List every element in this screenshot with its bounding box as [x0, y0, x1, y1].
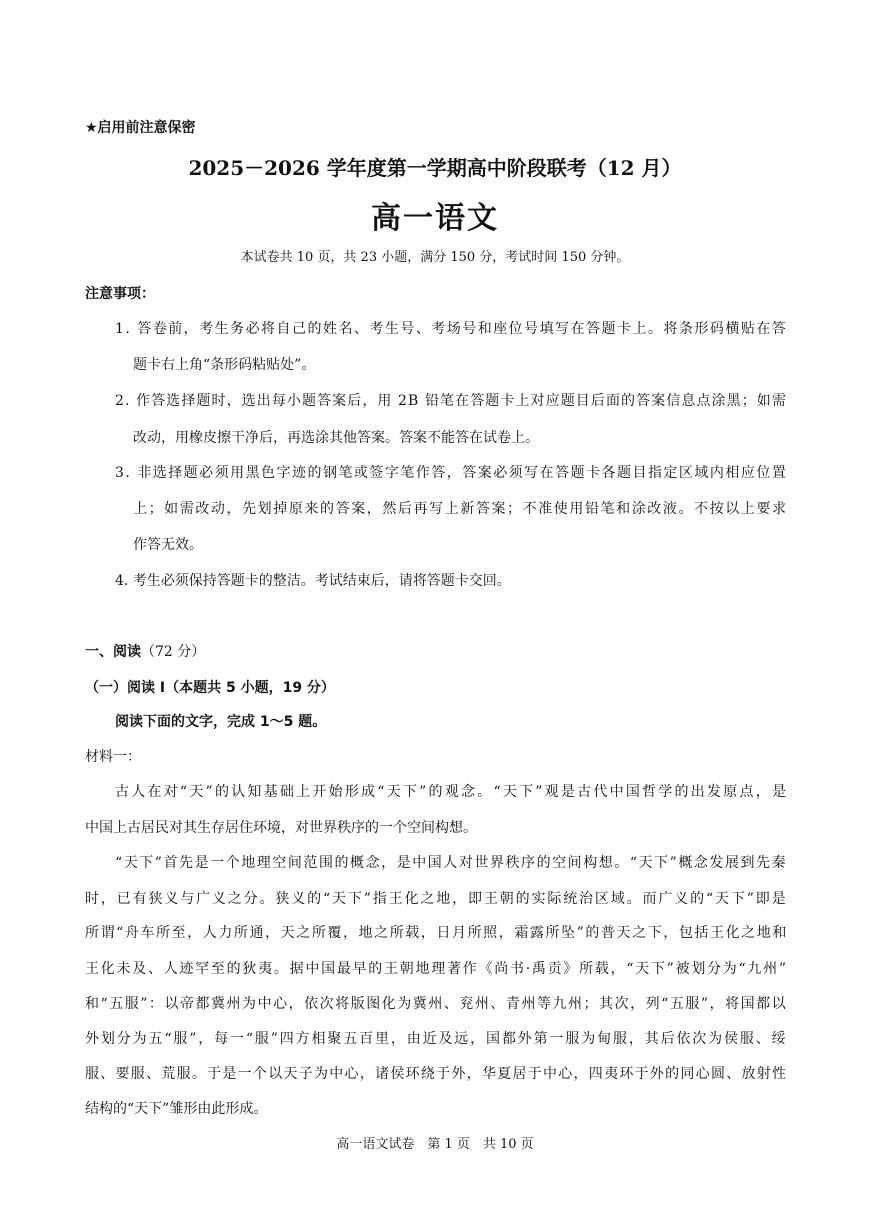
- exam-info: 本试卷共 10 页，共 23 小题，满分 150 分，考试时间 150 分钟。: [240, 250, 630, 265]
- paragraph-line: 所谓“舟车所至，人力所通，天之所覆，地之所载，日月所照，霜露所坠”的普天之下，包括王化之地和: [85, 925, 788, 941]
- note-line: 作答无效。: [133, 537, 203, 553]
- paragraph-line: 服、要服、荒服。于是一个以天子为中心，诸侯环绕于外，华夏居于中心，四夷环于外的同心圆、放射性: [85, 1066, 788, 1082]
- reading-instruction: 阅读下面的文字，完成 1～5 题。: [115, 714, 327, 730]
- note-line: 3. 非选择题必须用黑色字迹的钢笔或签字笔作答，答案必须写在答题卡各题目指定区域内相应位置: [115, 465, 788, 481]
- paragraph-line: 王化未及、人迹罕至的狄夷。据中国最早的王朝地理著作《尚书·禹贡》所载，“天下”被划分为“九州”: [85, 961, 788, 977]
- paragraph-line: 时，已有狭义与广义之分。狭义的“天下”指王化之地，即王朝的实际统治区域。而广义的“天下”即是: [85, 891, 788, 907]
- note-line: 4. 考生必须保持答题卡的整洁。考试结束后，请将答题卡交回。: [115, 573, 511, 589]
- page-footer: 高一语文试卷 第 1 页 共 10 页: [336, 1137, 534, 1152]
- part-heading: （一）阅读 I（本题共 5 小题，19 分）: [85, 680, 335, 696]
- paragraph-line: 和“五服”：以帝都冀州为中心，依次将版图化为冀州、兖州、青州等九州；其次，列“五服”，将国都以: [85, 996, 788, 1012]
- note-line: 题卡右上角“条形码粘贴处”。: [133, 357, 316, 373]
- note-line: 改动，用橡皮擦干净后，再选涂其他答案。答案不能答在试卷上。: [133, 430, 539, 446]
- exam-title: 2025－2026 学年度第一学期高中阶段联考（12 月）: [188, 156, 682, 180]
- subject-title: 高一语文: [371, 201, 499, 236]
- paragraph-line: 中国上古居民对其生存居住环境，对世界秩序的一个空间构想。: [85, 820, 477, 836]
- paragraph-line: 古人在对“天”的认知基础上开始形成“天下”的观念。“天下”观是古代中国哲学的出发原点，是: [115, 784, 789, 800]
- paragraph-line: 外划分为五“服”，每一“服”四方相聚五百里，由近及远，国都外第一服为甸服，其后依次为侯服、绥: [85, 1031, 788, 1047]
- section-title: 一、阅读: [85, 644, 141, 660]
- paragraph-line: 结构的“天下”雏形由此形成。: [85, 1101, 268, 1117]
- note-line: 2. 作答选择题时，选出每小题答案后，用 2B 铅笔在答题卡上对应题目后面的答案信息点涂黑；如需: [115, 393, 787, 409]
- section-score: （72 分）: [141, 644, 206, 660]
- confidential-notice: ★启用前注意保密: [85, 120, 196, 136]
- note-line: 上；如需改动，先划掉原来的答案，然后再写上新答案；不准使用铅笔和涂改液。不按以上要求: [133, 501, 788, 517]
- notes-heading: 注意事项：: [85, 286, 155, 302]
- section-heading: [85, 641, 205, 661]
- paragraph-line: “天下”首先是一个地理空间范围的概念，是中国人对世界秩序的空间构想。“天下”概念发展到先秦: [115, 855, 788, 871]
- material-label: 材料一：: [85, 749, 141, 765]
- note-line: 1. 答卷前，考生务必将自己的姓名、考生号、考场号和座位号填写在答题卡上。将条形码横贴在答: [115, 321, 788, 337]
